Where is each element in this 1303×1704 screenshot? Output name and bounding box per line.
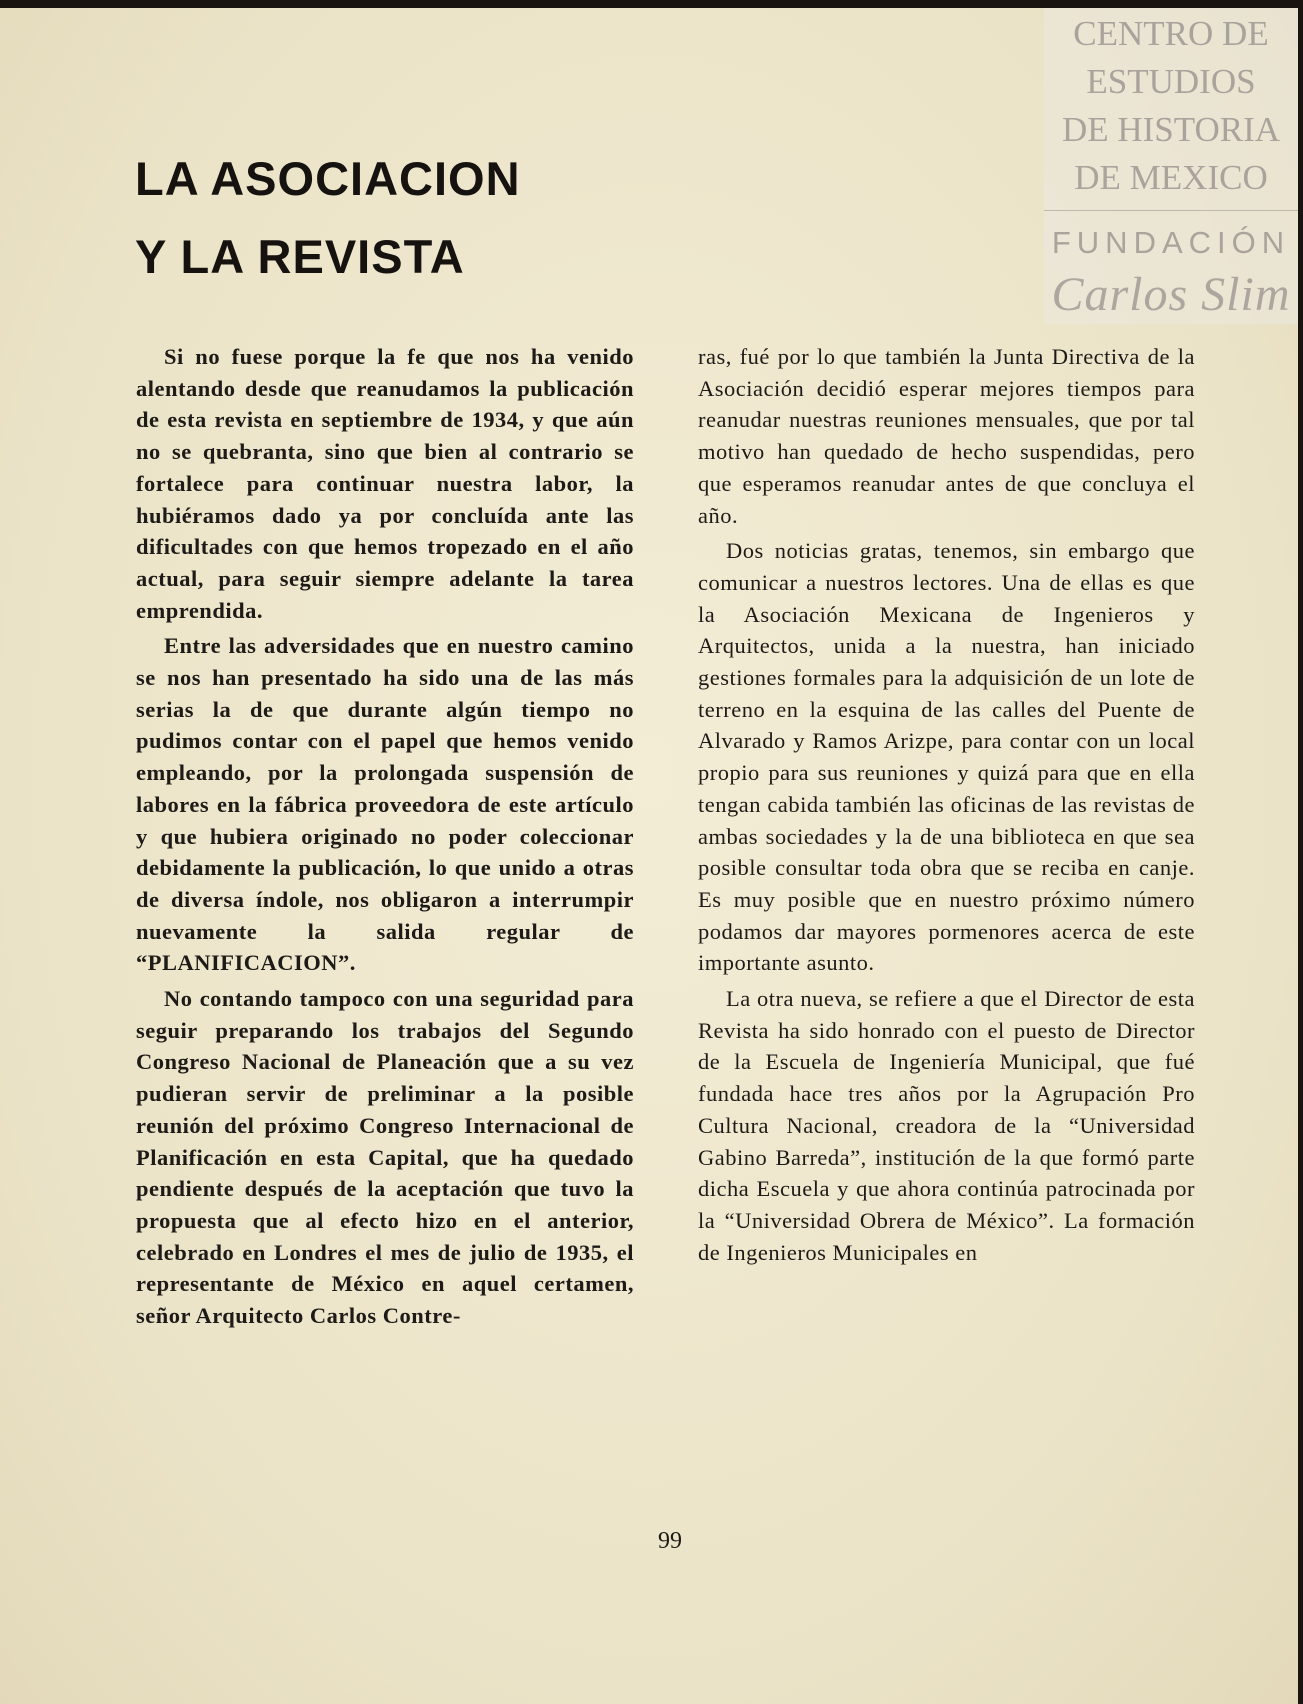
left-text-column: [136, 341, 634, 1336]
article-title-line-2: Y LA REVISTA: [135, 230, 465, 283]
paragraph: Entre las adversidades que en nuestro camino se nos han presentado ha sido una de las más serias la de que durante algún tiempo no pudimos contar con el papel que hemos venido empleando, por la prolongada suspensión de labores en la fábrica proveedora de este artículo y que hubiera originado no poder coleccionar debidamente la publicación, lo que unido a otras de diversa índole, nos obligaron a interrumpir nuevamente la salida regular de “PLANIFICACION”.: [136, 633, 634, 976]
paragraph: La otra nueva, se refiere a que el Director de esta Revista ha sido honrado con el puesto de Director de la Escuela de Ingeniería Municipal, que fué fundada hace tres años por la Agrupación Pro Cultura Nacional, creadora de la “Universidad Gabino Barreda”, institución de la que formó parte dicha Escuela y que ahora continúa patrocinada por la “Universidad Obrera de México”. La formación de Ingenieros Municipales en: [698, 986, 1195, 1265]
watermark-institution: [1044, 10, 1298, 202]
watermark-line: DE MEXICO: [1074, 158, 1268, 197]
watermark-line: DE HISTORIA: [1061, 110, 1281, 149]
watermark-line: ESTUDIOS: [1086, 62, 1256, 101]
watermark-signature: Carlos Slim: [1051, 268, 1291, 321]
article-title: [135, 140, 521, 296]
right-text-column: [698, 341, 1195, 1272]
paragraph-continuation: ras, fué por lo que también la Junta Directiva de la Asociación decidió esperar mejores tiempos para reanudar nuestras reuniones mensuales, que por tal motivo han quedado de hecho suspendidas, pero que esperamos reanudar antes de que concluya el año.: [698, 344, 1195, 528]
archive-watermark: [1044, 8, 1298, 324]
page-number: 99: [658, 1528, 682, 1554]
document-page: [0, 8, 1298, 1704]
article-title-line-1: LA ASOCIACION: [135, 152, 521, 205]
paragraph: Dos noticias gratas, tenemos, sin embargo que comunicar a nuestros lectores. Una de ellas es que la Asociación Mexicana de Ingenieros y Arquitectos, unida a la nuestra, han iniciado gestiones formales para la adquisición de un lote de terreno en la esquina de las calles del Puente de Alvarado y Ramos Arizpe, para contar con un local propio para sus reuniones y quizá para que en ella tengan cabida también las oficinas de las revistas de ambas sociedades y la de una biblioteca en que sea posible consultar toda obra que se reciba en canje. Es muy posible que en nuestro próximo número podamos dar mayores pormenores acerca de este importante asunto.: [698, 538, 1195, 976]
watermark-line: CENTRO DE: [1073, 14, 1269, 53]
paragraph: No contando tampoco con una seguridad para seguir preparando los trabajos del Segundo Congreso Nacional de Planeación que a su vez pudieran servir de preliminar a la posible reunión del próximo Congreso Internacional de Planificación en esta Capital, que ha quedado pendiente después de la aceptación que tuvo la propuesta que al efecto hizo en el anterior, celebrado en Londres el mes de julio de 1935, el representante de México en aquel certamen, señor Arquitecto Carlos Contre-: [136, 986, 634, 1329]
paragraph: Si no fuese porque la fe que nos ha venido alentando desde que reanudamos la publicación de esta revista en septiembre de 1934, y que aún no se quebranta, sino que bien al contrario se fortalece para continuar nuestra labor, la hubiéramos dado ya por concluída ante las dificultades con que hemos tropezado en el año actual, para seguir siempre adelante la tarea emprendida.: [136, 344, 634, 623]
watermark-divider: [1044, 210, 1298, 211]
watermark-fundacion: FUNDACIÓN: [1051, 225, 1291, 260]
